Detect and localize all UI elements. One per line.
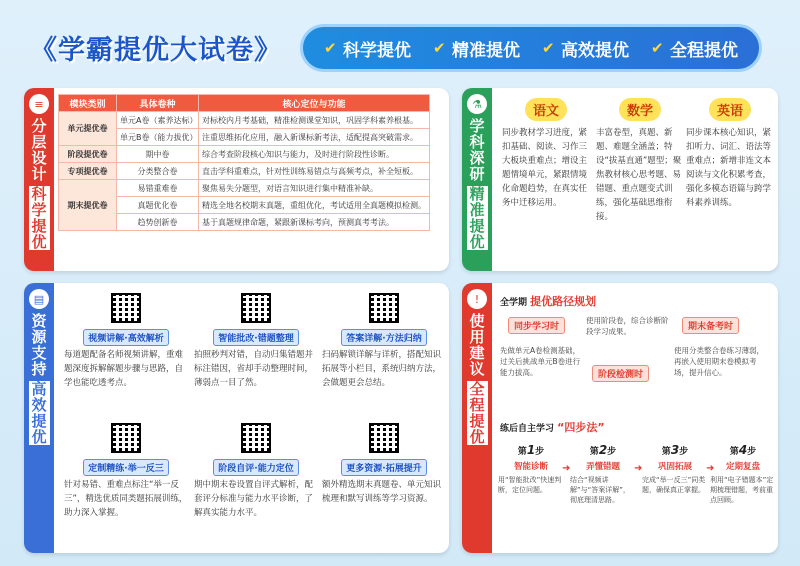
phase-stage: 阶段检测时	[592, 365, 649, 382]
page-title: 《学霸提优大试卷》	[30, 35, 282, 66]
side-title: 学科深研	[467, 118, 486, 182]
side-title: 资源支持	[29, 313, 48, 377]
table-row: 真题优化卷 精选全地名校期末真题，重组优化，考试适用全真题模拟检测。	[59, 197, 430, 214]
method-heading: 练后自主学习 “四步法”	[500, 421, 605, 434]
subject-math: 数学 丰富卷型，真题、新题、难题全涵盖；特设“拔基直通”题型；聚焦教材核心思考题、易错题、重点题变式训练，强化基础思维衔接。	[596, 98, 684, 224]
layers-icon: ≡	[29, 94, 49, 114]
phase-desc: 使用阶段卷，综合诊断阶段学习成果。	[586, 316, 669, 336]
side-subtitle: 高效提优	[29, 381, 48, 445]
phase-final: 期末备考时	[682, 317, 739, 334]
subject-research-panel	[462, 88, 778, 271]
resource-item: 更多资源·拓展提升 额外精选期末真题卷、单元知识梳理和默写训练等学习资源。	[322, 423, 446, 506]
table-header: 具体卷种	[117, 95, 199, 112]
phase-desc: 先做单元A卷检测基础，过关后挑战单元B卷进行能力拔高。	[500, 346, 581, 377]
arrow-right-icon: ➜	[562, 463, 571, 474]
resource-support-panel	[24, 283, 449, 553]
arrow-right-icon: ➜	[634, 463, 643, 474]
badge: ✔ 高效提优	[542, 39, 629, 61]
arrow-right-icon: ➜	[706, 463, 715, 474]
qr-code-icon[interactable]	[111, 293, 141, 323]
qr-code-icon[interactable]	[241, 293, 271, 323]
volume-table	[58, 94, 430, 231]
feature-banner	[300, 24, 762, 72]
header	[0, 0, 800, 82]
side-subtitle: 科学提优	[29, 186, 48, 250]
side-tab	[462, 283, 492, 553]
table-row: 专项提优卷 分类整合卷 直击学科重难点，针对性训练易错点与高频考点，补全短板。	[59, 163, 430, 180]
phase-sync: 同步学习时	[508, 317, 565, 334]
check-icon: ✔	[542, 39, 555, 57]
side-subtitle: 精准提优	[467, 186, 486, 250]
table-header: 核心定位与功能	[199, 95, 430, 112]
subject-english: 英语 同步课本核心知识，紧扣听力、词汇、语法等重难点；新增非连文本阅读与文化积累考查，强化多模态语篇与跨学科素养训练。	[686, 98, 774, 210]
badge: ✔ 精准提优	[433, 39, 520, 61]
side-title: 使用建议	[467, 313, 486, 377]
badge: ✔ 科学提优	[324, 39, 411, 61]
check-icon: ✔	[324, 39, 337, 57]
step-4: 第4步 定期复盘 利用“电子错题本”定期梳理错题，考前重点回顾。	[710, 443, 774, 504]
qr-code-icon[interactable]	[369, 293, 399, 323]
plan-heading: 全学期 提优路径规划	[500, 295, 597, 308]
qr-code-icon[interactable]	[111, 423, 141, 453]
badge: ✔ 全程提优	[651, 39, 738, 61]
step-1: 第1步 智能诊断 用“智能批改”快速判断，定位问题。	[498, 443, 562, 494]
resource-item: 视频讲解·高效解析 每道题配备名师视频讲解，重难题深度拆解解题步骤与思路，自学也能吃透考点。	[64, 293, 188, 390]
layered-design-panel	[24, 88, 449, 271]
alert-icon: !	[467, 289, 487, 309]
phase-desc: 使用分类整合卷练习薄弱，再嵌入使用期末卷模拟考场，提升信心。	[674, 346, 764, 377]
resource-item: 答案详解·方法归纳 扫码解锁详解与详析，搭配知识拓展等小栏目，系统归纳方法，会做题更会总结。	[322, 293, 446, 390]
resource-item: 定制精练·举一反三 针对易错、重难点标注“举一反三”，精选优质同类题拓展训练，助力深入掌握。	[64, 423, 188, 520]
usage-advice-panel	[462, 283, 778, 553]
step-3: 第3步 巩固拓展 完成“举一反三”同类题，确保真正掌握。	[642, 443, 706, 494]
microscope-icon: ⚗	[467, 94, 487, 114]
subject-chinese: 语文 同步教材学习进度，紧扣基础、阅读、习作三大板块重难点；增设主题情境单元，紧跟情境化命题趋势，在真实任务中迁移运用。	[502, 98, 590, 210]
side-title: 分层设计	[29, 118, 48, 182]
table-row: 单元提优卷 单元A卷（素养达标） 对标校内月考基础，精准检测课堂知识，巩固学科素养根基。	[59, 112, 430, 129]
qr-code-icon[interactable]	[241, 423, 271, 453]
table-header: 模块类别	[59, 95, 117, 112]
table-row: 趋势创新卷 基于真题规律命题，紧跟新课标考向，预测真考考法。	[59, 214, 430, 231]
resource-item: 阶段自评·能力定位 期中期末卷设置自评式解析，配套评分标准与能力水平诊断，了解真实能力水平。	[194, 423, 318, 520]
step-2: 第2步 弄懂错题 结合“视频讲解”与“答案详解”，彻底理清思路。	[570, 443, 630, 504]
resource-item: 智能批改·错题整理 拍照秒判对错，自动归集错题并标注错因，省却手动整理时间，薄弱点一目了然。	[194, 293, 318, 390]
table-row: 单元B卷（能力拔优） 注重思维拓化应用，融入新课标新考法，适配提高突破需求。	[59, 129, 430, 146]
check-icon: ✔	[651, 39, 664, 57]
side-tab	[462, 88, 492, 271]
side-tab	[24, 283, 54, 553]
side-subtitle: 全程提优	[467, 381, 486, 445]
check-icon: ✔	[433, 39, 446, 57]
book-icon: ▤	[29, 289, 49, 309]
table-row: 期末提优卷 易错重难卷 聚焦易失分题型，对语言知识进行集中精准补缺。	[59, 180, 430, 197]
side-tab	[24, 88, 54, 271]
qr-code-icon[interactable]	[369, 423, 399, 453]
table-row: 阶段提优卷 期中卷 综合考查阶段核心知识与能力，及时进行阶段性诊断。	[59, 146, 430, 163]
